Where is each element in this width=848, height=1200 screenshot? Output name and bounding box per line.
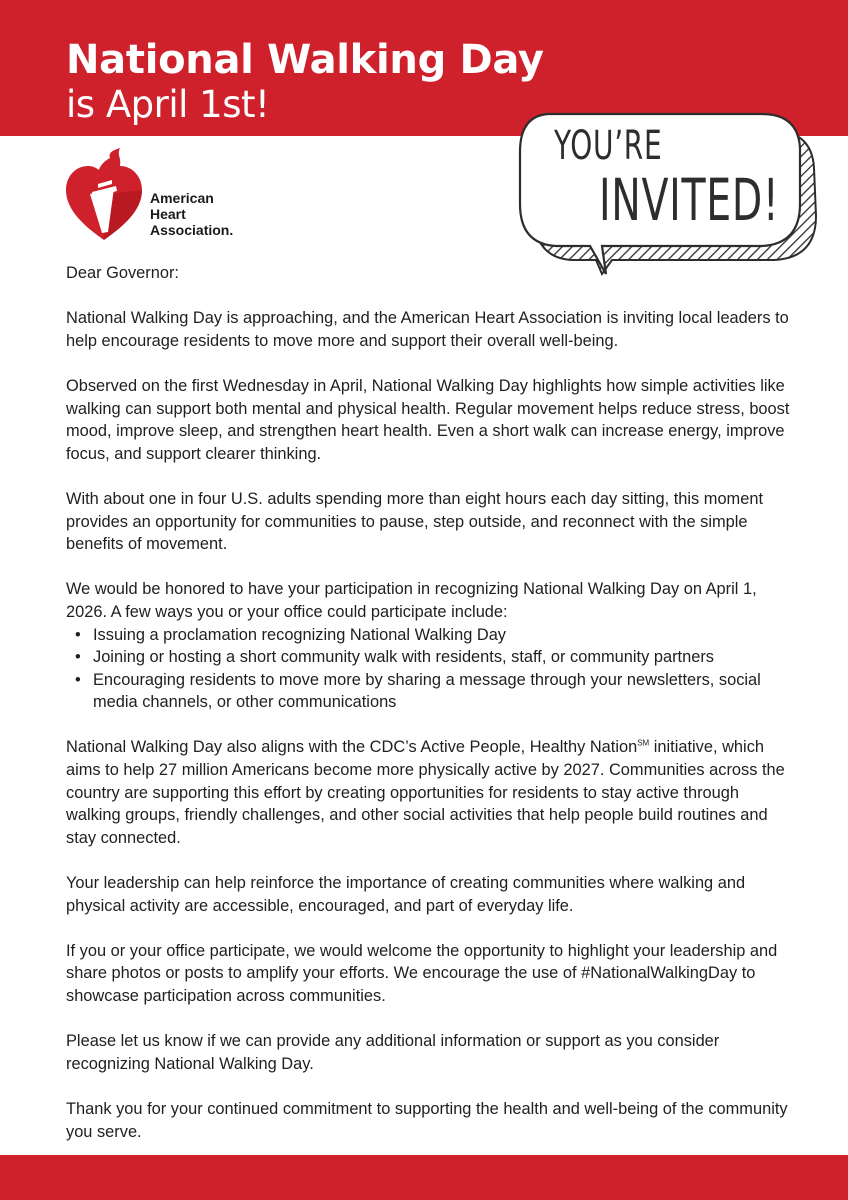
list-item [66, 669, 796, 714]
service-mark: SM [637, 739, 650, 748]
bullet-icon: • [75, 670, 81, 689]
paragraph-leadership: Your leadership can help reinforce the importance of creating communities where walking and physical activity are accessible, encouraged, and part of everyday life. [66, 874, 746, 915]
salutation: Dear Governor: [66, 264, 179, 282]
heart-torch-icon [64, 148, 144, 244]
bullet-icon: • [75, 625, 81, 644]
list-item-text: Encouraging residents to move more by sharing a message through your newsletters, social media channels, or other communications [93, 670, 761, 712]
list-item-text: Joining or hosting a short community walk with residents, staff, or community partners [93, 648, 714, 667]
youre-invited-badge [512, 108, 842, 278]
paragraph-highlight: If you or your office participate, we would welcome the opportunity to highlight your leadership and share photos or posts to amplify your efforts. We encourage the use of #NationalWalkingDay to showcase participation across communities. [66, 941, 778, 1005]
logo-line-3: Association. [150, 222, 234, 238]
paragraph-cdc-initiative [66, 736, 796, 849]
letter-body [66, 262, 796, 1166]
participation-list [66, 624, 796, 714]
cdc-text-end: initiative, which aims to help 27 million Americans become more physically active by 2027. Communities across the country are supporting this effort by creating opportunities for residents to stay active through walking groups, friendly challenges, and other social activities that help people build routines and stay connected. [66, 738, 785, 847]
list-item-text: Issuing a proclamation recognizing National Walking Day [93, 625, 507, 644]
page-subtitle: is April 1st! [66, 83, 270, 126]
aha-logo [64, 148, 264, 244]
logo-line-1: American [150, 190, 214, 206]
list-item [66, 646, 796, 669]
list-item [66, 624, 796, 647]
paragraph-intro: National Walking Day is approaching, and the American Heart Association is inviting local leaders to help encourage residents to move more and support their overall well-being. [66, 309, 789, 350]
bullet-icon: • [75, 648, 81, 667]
footer-band [0, 1155, 848, 1200]
badge-line-1: YOU’RE [554, 123, 663, 169]
logo-line-2: Heart [150, 206, 186, 222]
badge-line-2: INVITED! [599, 166, 780, 234]
paragraph-participation: We would be honored to have your participation in recognizing National Walking Day on April 1, 2026. A few ways you or your office could participate include: [66, 580, 757, 621]
paragraph-additional-info: Please let us know if we can provide any additional information or support as you consider recognizing National Walking Day. [66, 1032, 720, 1073]
paragraph-thank-you: Thank you for your continued commitment to supporting the health and well-being of the community you serve. [66, 1099, 788, 1141]
page-title: National Walking Day [66, 37, 544, 83]
logo-wordmark [150, 190, 233, 238]
cdc-text-start: National Walking Day also aligns with the CDC’s Active People, Healthy Nation [66, 738, 638, 757]
paragraph-observed: Observed on the first Wednesday in April, National Walking Day highlights how simple activities like walking can support both mental and physical health. Regular movement helps reduce stress, boost mood, improve sleep, and strengthen heart health. Even a short walk can increase energy, improve focus, and support clearer thinking. [66, 376, 790, 463]
paragraph-sitting-stat: With about one in four U.S. adults spending more than eight hours each day sitting, this moment provides an opportunity for communities to pause, step outside, and reconnect with the simple benefits of movement. [66, 489, 763, 554]
